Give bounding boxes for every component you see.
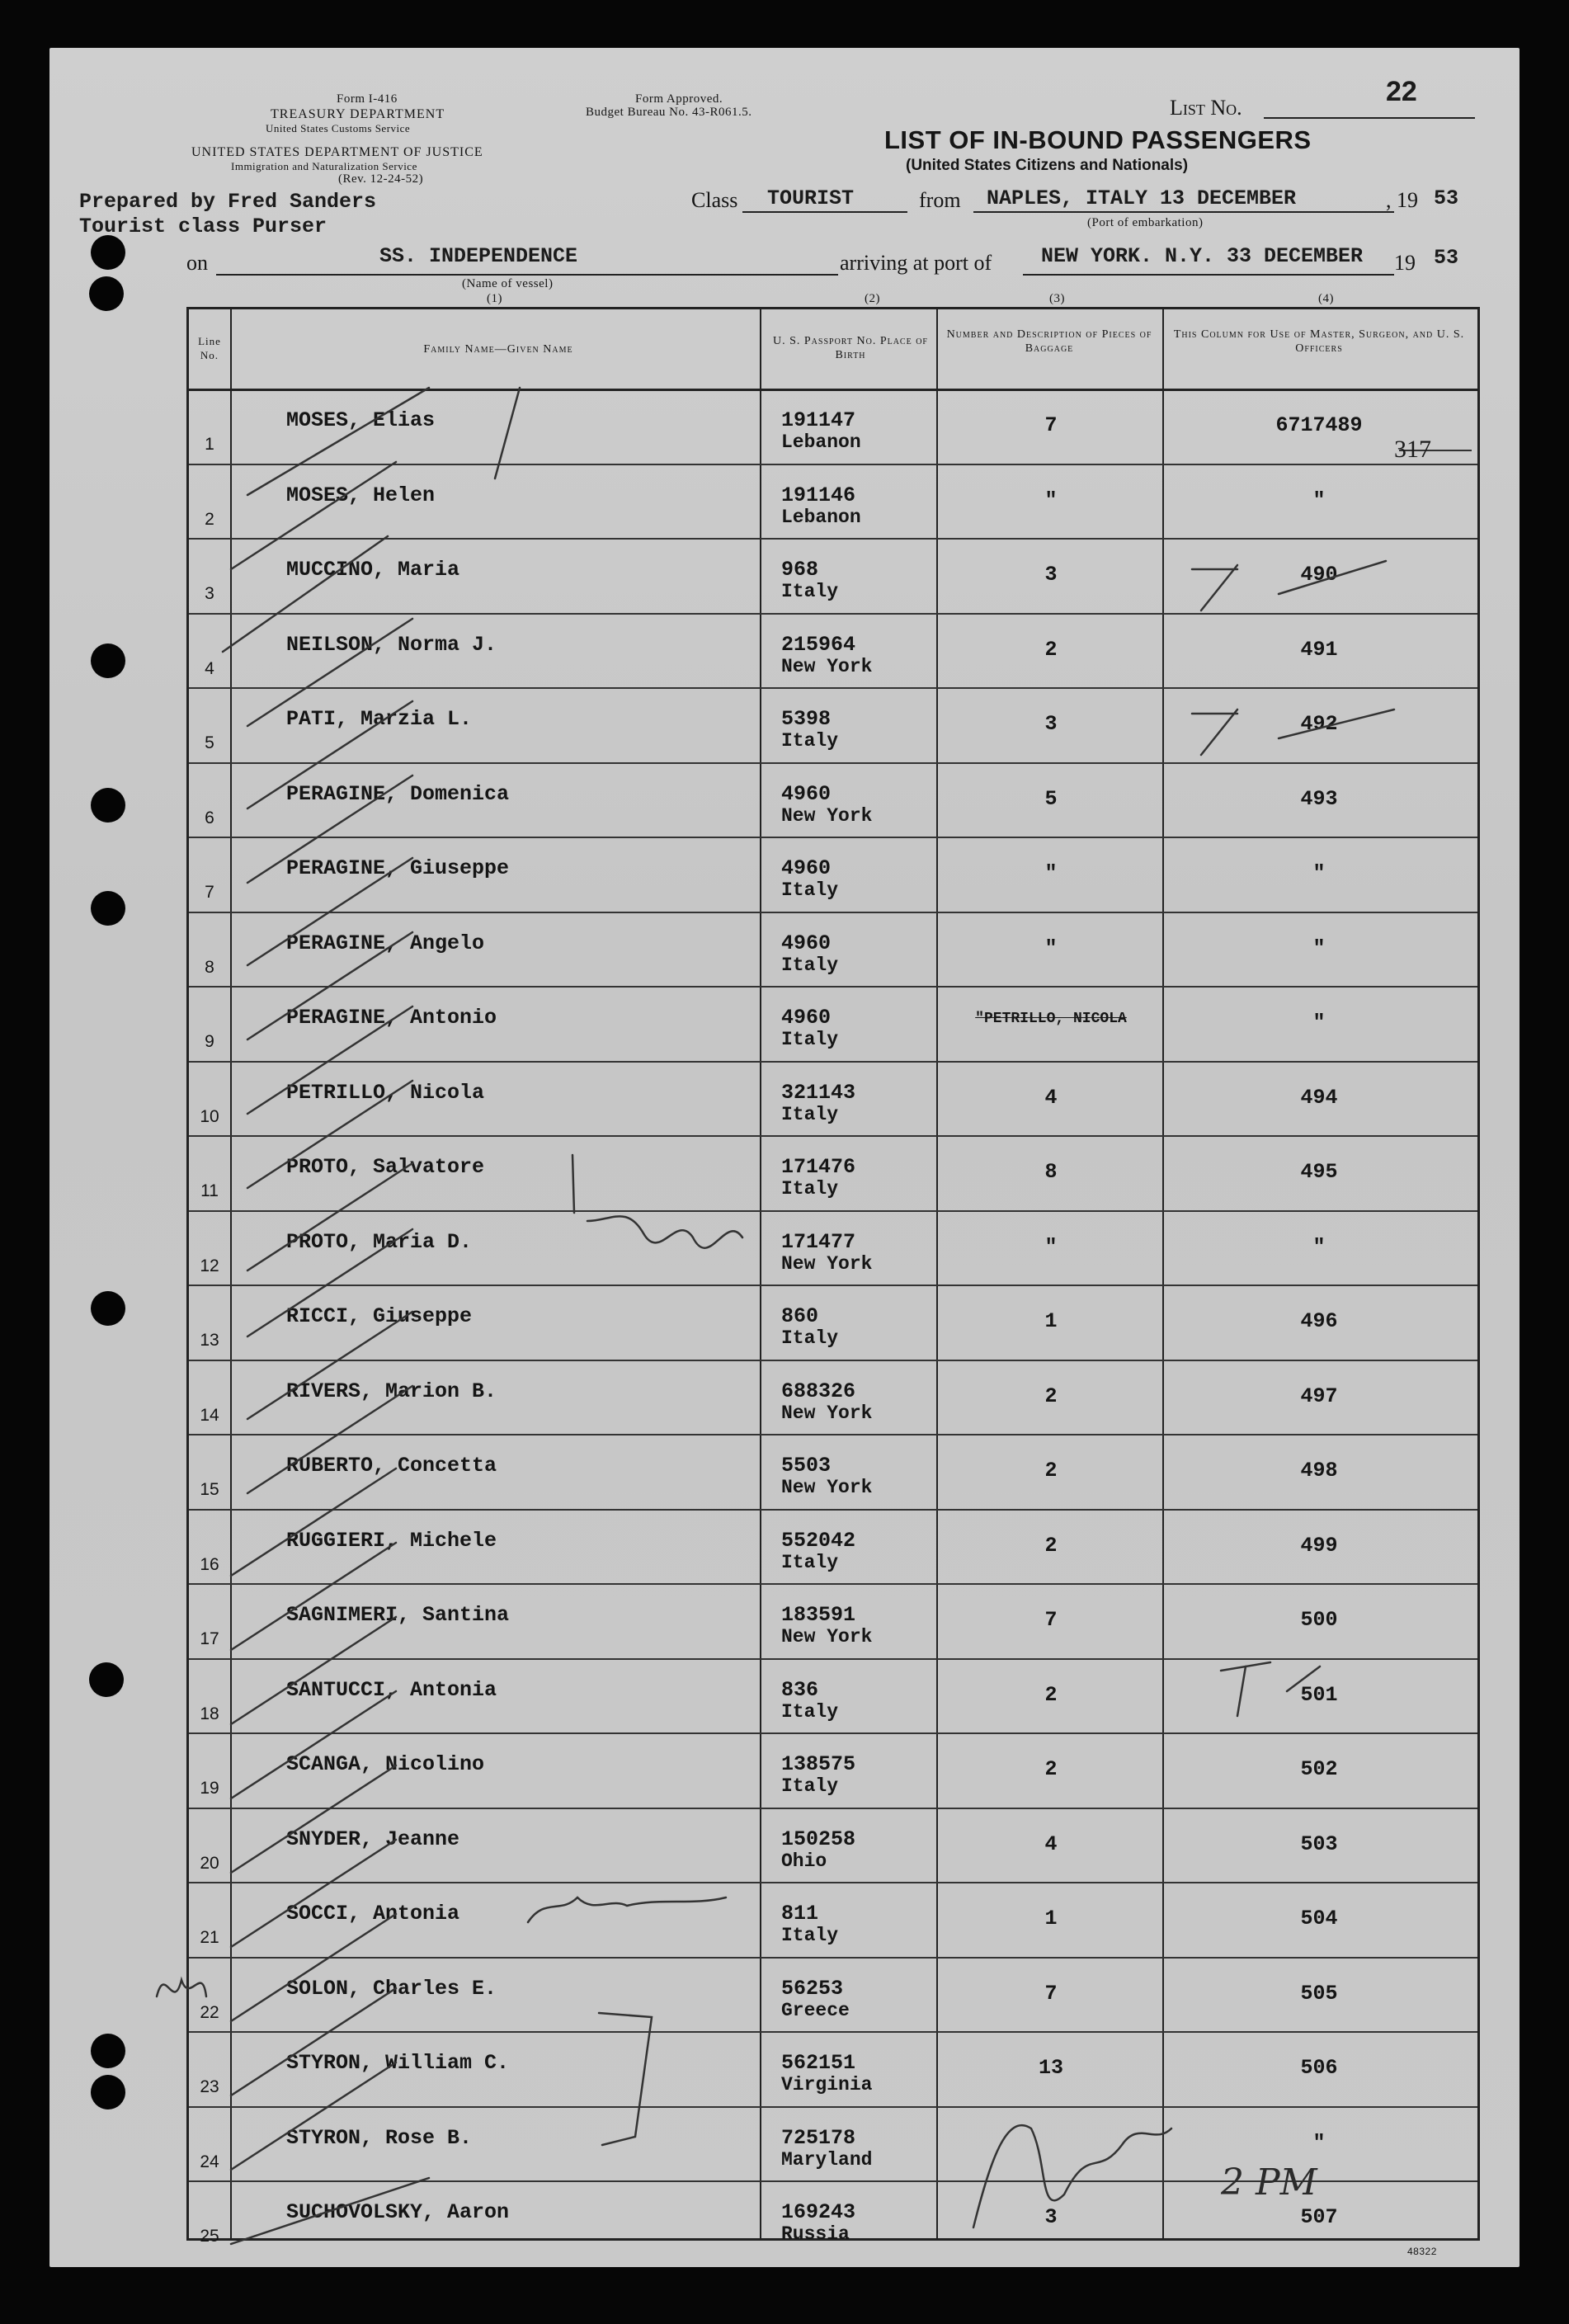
row-divider [189,613,1477,615]
officer-number: 503 [1300,1831,1338,1856]
place-of-birth: Greece [781,1999,850,2021]
line-number: 16 [200,1554,219,1574]
place-of-birth: Italy [781,1178,839,1200]
passenger-name: RIVERS, Marion B. [286,1379,497,1403]
passenger-name: SANTUCCI, Antonia [286,1677,497,1702]
arrival-year: 53 [1434,246,1459,270]
passenger-name: SCANGA, Nicolino [286,1752,485,1776]
baggage-count: 2 [1044,1682,1058,1707]
officer-number: 492 [1300,712,1338,736]
from-label: from [919,188,961,212]
line-number: 1 [205,435,214,454]
line-number: 3 [205,584,214,603]
passenger-name: MUCCINO, Maria [286,558,460,582]
passenger-name: SNYDER, Jeanne [286,1827,460,1851]
form-number: Form I-416 [337,92,398,106]
vessel-name: SS. INDEPENDENCE [379,244,578,268]
row-divider [189,1509,1477,1511]
from-year: 53 [1434,186,1459,210]
line-number: 18 [200,1704,219,1723]
officer-number: " [1312,936,1326,960]
officer-number: " [1312,1234,1326,1259]
binder-hole [91,2075,125,2110]
col-number-1: (1) [487,292,502,305]
line-number: 6 [205,808,214,827]
header-divider [189,389,1477,391]
baggage-count: 2 [1044,1533,1058,1558]
col-header-name: Family Name—Given Name [423,343,573,356]
officer-number: 500 [1300,1608,1338,1632]
passport-number: 191146 [781,483,856,507]
row-divider [189,687,1477,689]
row-divider [189,912,1477,913]
arrival-underline [1023,274,1394,276]
place-of-birth: Italy [781,581,839,602]
line-number: 15 [200,1480,219,1499]
col-header-line-no: Line No. [198,335,221,361]
baggage-count: 4 [1044,1831,1058,1856]
row-divider [189,538,1477,540]
justice-label: UNITED STATES DEPARTMENT OF JUSTICE [191,145,483,159]
row-divider [189,2106,1477,2108]
vessel-underline [216,274,838,276]
form-code: 48322 [1407,2246,1437,2257]
line-number: 4 [205,658,214,678]
class-label: Class [691,188,738,212]
baggage-count: " [1044,936,1058,960]
col-header-passport: U. S. Passport No. Place of Birth [773,335,928,361]
place-of-birth: Italy [781,1700,839,1723]
passport-number: 562151 [781,2051,856,2075]
passenger-name: PETRILLO, Nicola [286,1080,485,1105]
passenger-name: PERAGINE, Domenica [286,781,510,806]
baggage-count: 7 [1044,1981,1058,2006]
baggage-count: 8 [1044,1160,1058,1184]
ins-label: Immigration and Naturalization Service [231,160,417,172]
line-number: 19 [200,1779,219,1798]
officer-number: 495 [1300,1160,1338,1184]
row-divider [189,1285,1477,1286]
baggage-count: " [1044,488,1058,512]
place-of-birth: New York [781,655,873,677]
line-number: 21 [200,1928,219,1947]
prepared-role: Tourist class Purser [79,214,327,238]
officer-number: 507 [1300,2205,1338,2229]
officer-number: 504 [1300,1907,1338,1930]
row-divider [189,2031,1477,2033]
place-of-birth: New York [781,1402,873,1424]
passenger-name: STYRON, Rose B. [286,2125,473,2150]
line-number: 17 [200,1629,219,1648]
passenger-name: SOCCI, Antonia [286,1902,460,1926]
passport-number: 5398 [781,707,832,731]
place-of-birth: Ohio [781,1850,827,1872]
officer-number: 6717489 [1275,413,1363,437]
row-divider [189,464,1477,465]
row-divider [189,1135,1477,1137]
treasury-label: TREASURY DEPARTMENT [271,107,445,121]
baggage-count: 2 [1044,1384,1058,1408]
place-of-birth: Virginia [781,2074,873,2095]
officer-number: 490 [1300,563,1338,587]
revision-label: (Rev. 12-24-52) [338,172,424,186]
baggage-count: 7 [1044,413,1058,437]
place-of-birth: Italy [781,1925,839,1946]
line-number: 10 [200,1106,219,1126]
row-divider [189,1957,1477,1959]
line-number: 14 [200,1405,219,1425]
from-year-prefix: , 19 [1386,188,1418,212]
place-of-birth: Italy [781,954,839,976]
budget-bureau: Budget Bureau No. 43-R061.5. [586,106,752,119]
officer-number: 494 [1300,1085,1338,1110]
row-divider [189,1061,1477,1063]
place-of-birth: Italy [781,1103,839,1125]
place-of-birth: Italy [781,1327,839,1349]
pm-note: 2 PM [1221,2161,1317,2204]
officer-number: " [1312,861,1326,885]
row-divider [189,762,1477,764]
passenger-table [186,307,1480,2246]
baggage-count: 2 [1044,637,1058,662]
officer-number: 502 [1300,1757,1338,1781]
place-of-birth: New York [781,1477,873,1498]
place-of-birth: Italy [781,1029,839,1050]
row-divider [189,1882,1477,1883]
corner-number: 317 [1394,436,1431,463]
col-divider [936,309,938,2238]
passenger-name: RUBERTO, Concetta [286,1454,497,1478]
line-number: 5 [205,733,214,752]
officer-number: 493 [1300,786,1338,811]
passenger-name: PATI, Marzia L. [286,707,473,731]
arrival-year-prefix: 19 [1394,251,1416,275]
place-of-birth: New York [781,804,873,827]
officer-number: 506 [1300,2056,1338,2080]
passport-number: 811 [781,1902,819,1926]
passenger-name: PROTO, Salvatore [286,1155,485,1179]
baggage-count: 2 [1044,1459,1058,1483]
col-number-3: (3) [1049,292,1065,305]
row-divider [189,1658,1477,1660]
line-number: 9 [205,1032,214,1051]
passport-number: 183591 [781,1603,856,1627]
prepared-by: Prepared by Fred Sanders [79,190,377,214]
baggage-count: 5 [1044,786,1058,811]
place-of-birth: Maryland [781,2148,873,2171]
passenger-name: PERAGINE, Angelo [286,931,485,955]
line-number: 20 [200,1853,219,1873]
officer-number: " [1312,1011,1326,1035]
officer-number: 499 [1300,1533,1338,1558]
line-number: 13 [200,1331,219,1350]
row-divider [189,1583,1477,1585]
on-label: on [186,251,208,275]
passenger-name: PERAGINE, Giuseppe [286,856,510,880]
passenger-name: PROTO, Maria D. [286,1229,473,1254]
line-number: 7 [205,883,214,902]
place-of-birth: Lebanon [781,431,861,453]
passport-number: 215964 [781,632,856,657]
passport-number: 4960 [781,781,832,806]
line-number: 8 [205,957,214,977]
passport-number: 191147 [781,408,856,432]
baggage-count: " [1044,1234,1058,1259]
baggage-count: 13 [1038,2056,1063,2080]
passenger-name: SOLON, Charles E. [286,1976,497,2001]
row-divider [189,986,1477,988]
row-divider [189,1732,1477,1734]
place-of-birth: Italy [781,1775,839,1797]
passport-number: 56253 [781,1976,844,2001]
class-underline [742,211,907,213]
officer-number: 496 [1300,1309,1338,1333]
list-title: LIST OF IN-BOUND PASSENGERS [884,125,1312,154]
baggage-count: 3 [1044,563,1058,587]
binder-hole [91,2034,125,2068]
passport-number: 321143 [781,1080,856,1105]
passenger-name: MOSES, Helen [286,483,436,507]
baggage-count: "PETRILLO, NICOLA [975,1011,1127,1027]
list-subtitle: (United States Citizens and Nationals) [906,157,1189,174]
passenger-name: NEILSON, Norma J. [286,632,497,657]
line-number: 11 [200,1181,219,1200]
baggage-count: 1 [1044,1309,1058,1333]
binder-hole [91,788,125,823]
passport-number: 725178 [781,2125,856,2150]
from-underline [973,211,1394,213]
officer-number: 491 [1300,637,1338,662]
place-of-birth: Lebanon [781,506,861,528]
list-no-label: List No. [1170,96,1242,120]
row-divider [189,1210,1477,1212]
customs-label: United States Customs Service [266,122,411,134]
passport-number: 860 [781,1304,819,1328]
place-of-birth: Russia [781,2223,850,2245]
baggage-count: 1 [1044,1907,1058,1930]
col-header-officers: This Column for Use of Master, Surgeon, and U. S. Officers [1173,328,1465,355]
list-no-underline [1264,117,1475,119]
passenger-name: SAGNIMERI, Santina [286,1603,510,1627]
officer-number: " [1312,488,1326,512]
binder-hole [89,276,124,311]
passport-number: 171476 [781,1155,856,1179]
passport-number: 150258 [781,1827,856,1851]
passenger-name: STYRON, William C. [286,2051,510,2075]
baggage-count: 3 [1044,2205,1058,2229]
officer-number: 501 [1300,1682,1338,1707]
form-approved: Form Approved. [635,92,723,106]
col-number-2: (2) [865,292,880,305]
passport-number: 688326 [781,1379,856,1403]
binder-hole [89,1662,124,1697]
passenger-name: MOSES, Elias [286,408,436,432]
baggage-count: 2 [1044,1757,1058,1781]
passport-number: 4960 [781,931,832,955]
binder-hole [91,235,125,270]
vessel-caption: (Name of vessel) [462,277,554,290]
officer-number: 498 [1300,1459,1338,1483]
col-divider [1162,309,1164,2238]
baggage-count: " [1044,861,1058,885]
passport-number: 4960 [781,1006,832,1030]
line-number: 23 [200,2077,219,2096]
place-of-birth: New York [781,1252,873,1275]
from-value: NAPLES, ITALY 13 DECEMBER [987,186,1297,210]
arriving-label: arriving at port of [840,251,992,275]
baggage-count: 7 [1044,1608,1058,1632]
line-number: 12 [200,1256,219,1275]
passport-number: 171477 [781,1229,856,1254]
line-number: 2 [205,509,214,529]
place-of-birth: Italy [781,1551,839,1573]
line-number: 24 [200,2152,219,2171]
passport-number: 4960 [781,856,832,880]
place-of-birth: Italy [781,879,839,901]
list-number: 22 [1386,76,1417,107]
port-embarkation-caption: (Port of embarkation) [1087,216,1204,229]
passport-number: 552042 [781,1528,856,1553]
col-number-4: (4) [1318,292,1334,305]
passenger-name: SUCHOVOLSKY, Aaron [286,2200,510,2224]
binder-hole [91,643,125,678]
passport-number: 169243 [781,2200,856,2224]
line-number: 22 [200,2002,219,2022]
binder-hole [91,1291,125,1326]
officer-number: 505 [1300,1981,1338,2006]
passenger-name: RUGGIERI, Michele [286,1528,497,1553]
baggage-count: 3 [1044,712,1058,736]
passport-number: 5503 [781,1454,832,1478]
place-of-birth: New York [781,1626,873,1648]
officer-number: 497 [1300,1384,1338,1408]
place-of-birth: Italy [781,730,839,752]
line-number: 25 [200,2227,219,2246]
col-divider [760,309,761,2238]
baggage-count: 4 [1044,1085,1058,1110]
arrival-value: NEW YORK. N.Y. 33 DECEMBER [1041,244,1364,268]
col-header-baggage: Number and Description of Pieces of Baggage [946,328,1152,355]
col-divider [230,309,232,2238]
row-divider [189,1808,1477,1809]
binder-hole [91,891,125,926]
passenger-name: RICCI, Giuseppe [286,1304,473,1328]
passenger-name: PERAGINE, Antonio [286,1006,497,1030]
class-value: TOURIST [767,186,855,210]
officer-number: " [1312,2130,1326,2155]
row-divider [189,1360,1477,1361]
passport-number: 836 [781,1677,819,1702]
passport-number: 968 [781,558,819,582]
row-divider [189,1434,1477,1435]
passport-number: 138575 [781,1752,856,1776]
row-divider [189,837,1477,838]
